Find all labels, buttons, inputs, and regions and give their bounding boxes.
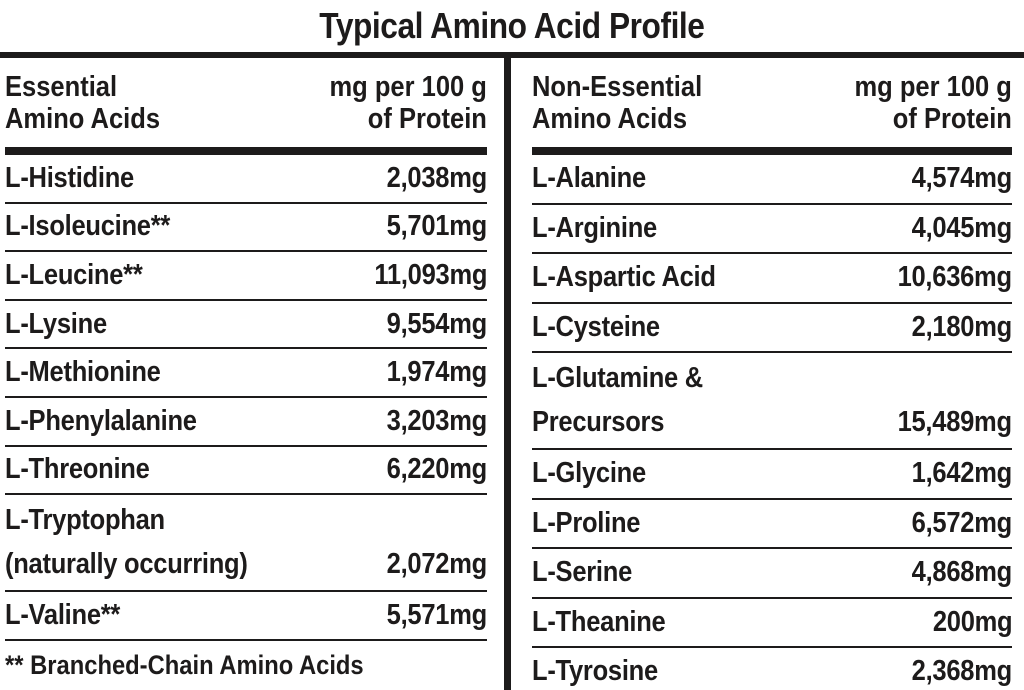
table-row: [532, 304, 1012, 354]
amino-acid-value: 3,203mg: [386, 404, 487, 437]
table-row: [5, 447, 487, 496]
table-row: [5, 349, 487, 398]
amino-acid-name: L-Histidine: [5, 161, 134, 194]
amino-acid-name: L-Serine: [532, 556, 633, 589]
table-row: [532, 205, 1012, 255]
amino-acid-value: 4,868mg: [911, 556, 1012, 589]
row-line-1: [5, 499, 487, 543]
amino-acid-value: 4,045mg: [911, 211, 1012, 244]
table-row: [5, 252, 487, 301]
amino-acid-value: 5,701mg: [386, 210, 487, 243]
amino-acid-value: 10,636mg: [897, 261, 1012, 294]
amino-acid-name-note: Precursors: [532, 406, 665, 438]
non-essential-header-rule: [532, 147, 1012, 155]
amino-acid-value: 1,974mg: [386, 356, 487, 389]
non-essential-header-unit: mg per 100 g of Protein: [854, 70, 1012, 135]
amino-acid-value: 6,572mg: [911, 506, 1012, 539]
amino-acid-name: L-Alanine: [532, 162, 646, 195]
table-row: [532, 648, 1012, 690]
table-row: [532, 549, 1012, 599]
amino-acid-value: 9,554mg: [386, 307, 487, 340]
column-divider: [504, 58, 511, 690]
non-essential-header-title: Non-Essential Amino Acids: [532, 70, 703, 135]
amino-acid-name: L-Glycine: [532, 457, 646, 490]
amino-acid-name: L-Phenylalanine: [5, 404, 197, 437]
amino-acid-name: L-Tyrosine: [532, 655, 658, 688]
amino-acid-name: L-Arginine: [532, 211, 657, 244]
amino-acid-value: 2,038mg: [386, 161, 487, 194]
amino-acid-name-note: (naturally occurring): [5, 548, 248, 581]
table-row: [532, 500, 1012, 550]
essential-header-unit: mg per 100 g of Protein: [329, 70, 487, 135]
amino-acid-name: L-Theanine: [532, 605, 666, 638]
amino-acid-value: 4,574mg: [911, 162, 1012, 195]
title-bar: [0, 0, 1024, 52]
amino-acid-name: L-Methionine: [5, 356, 161, 389]
table-row: [532, 254, 1012, 304]
essential-amino-acids-table: [0, 58, 487, 690]
table-row: [5, 592, 487, 641]
non-essential-amino-acids-table: [532, 58, 1024, 690]
essential-table-header: [5, 58, 487, 147]
amino-acid-name: L-Cysteine: [532, 310, 660, 343]
amino-acid-value: 2,180mg: [911, 310, 1012, 343]
amino-acid-value: 5,571mg: [386, 598, 487, 631]
table-row: [5, 398, 487, 447]
amino-acid-value: 15,489mg: [897, 406, 1012, 438]
amino-acid-value: 6,220mg: [386, 453, 487, 486]
amino-acid-value: 2,072mg: [386, 548, 487, 581]
row-line-1: [532, 357, 1012, 401]
amino-acid-value: 2,368mg: [911, 655, 1012, 688]
non-essential-table-header: [532, 58, 1012, 147]
amino-acid-name: L-Glutamine &: [532, 362, 703, 394]
amino-acid-name: L-Isoleucine**: [5, 210, 171, 243]
amino-acid-name: L-Leucine**: [5, 258, 143, 291]
table-row: [532, 155, 1012, 205]
amino-acid-name: L-Aspartic Acid: [532, 261, 716, 294]
amino-acid-name: L-Threonine: [5, 453, 150, 486]
table-row: [5, 204, 487, 253]
table-row: [532, 450, 1012, 500]
essential-header-title: Essential Amino Acids: [5, 70, 161, 135]
table-row: [5, 495, 487, 592]
amino-acid-name: L-Tryptophan: [5, 504, 165, 537]
essential-header-rule: [5, 147, 487, 155]
page-title: Typical Amino Acid Profile: [319, 5, 705, 46]
bcaa-footnote: ** Branched-Chain Amino Acids: [5, 649, 364, 680]
table-row: [5, 155, 487, 204]
amino-acid-name: L-Lysine: [5, 307, 107, 340]
amino-acid-value: 11,093mg: [374, 258, 487, 291]
table-row: [5, 301, 487, 350]
amino-acid-name: L-Valine**: [5, 598, 121, 631]
table-row: [532, 599, 1012, 649]
table-row: [532, 353, 1012, 450]
amino-acid-name: L-Proline: [532, 506, 641, 539]
table-columns: [0, 52, 1024, 690]
row-line-2: [532, 401, 1012, 445]
amino-acid-value: 1,642mg: [911, 457, 1012, 490]
row-line-2: [5, 543, 487, 587]
amino-acid-value: 200mg: [932, 605, 1012, 638]
